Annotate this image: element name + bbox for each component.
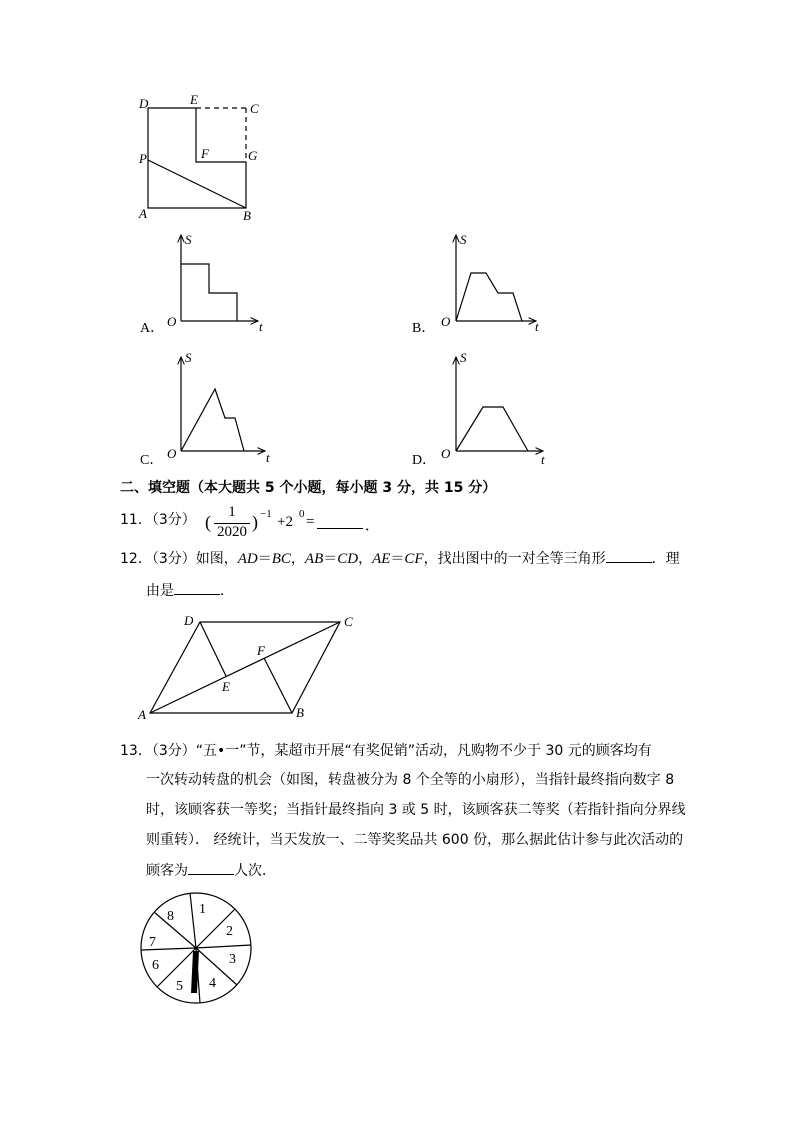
q13-text-line4: 则重转）． 经统计，当天发放一、二等奖奖品共 600 份，那么据此估计参与此次活动的 bbox=[146, 832, 684, 848]
q13-blank[interactable] bbox=[188, 860, 234, 875]
q12-reason: 由是 bbox=[146, 583, 174, 599]
q12-cd: CD bbox=[337, 551, 359, 567]
q11-frac-den: 2020 bbox=[217, 524, 247, 540]
q12-ad: AD bbox=[237, 551, 258, 567]
option-c-s: S bbox=[185, 350, 192, 365]
label-A: A bbox=[139, 206, 147, 221]
option-a-s: S bbox=[185, 232, 192, 247]
option-b-graph bbox=[456, 235, 536, 321]
q11-score: （3分） bbox=[151, 512, 196, 528]
q11-blank[interactable] bbox=[317, 514, 363, 529]
label-G: G bbox=[248, 148, 258, 163]
option-c-graph bbox=[181, 357, 265, 451]
sector-4: 4 bbox=[209, 976, 216, 991]
option-d-graph bbox=[456, 357, 543, 451]
sector-5: 5 bbox=[176, 979, 183, 994]
q13-number: 13． bbox=[120, 743, 152, 759]
option-c-letter: C． bbox=[140, 453, 164, 468]
q12-cf: CF bbox=[404, 551, 424, 567]
label-C: C bbox=[250, 101, 259, 116]
q12-ab: AB bbox=[304, 551, 324, 567]
label-B: B bbox=[243, 208, 251, 223]
label-D: D bbox=[139, 96, 149, 111]
q12-sep-1: ， bbox=[290, 551, 305, 567]
q12-eq-2: ＝ bbox=[323, 551, 338, 567]
sector-1: 1 bbox=[199, 902, 206, 917]
para-label-B: B bbox=[296, 705, 304, 720]
option-d-s: S bbox=[460, 350, 467, 365]
section-title: 二、填空题（本大题共 5 个小题，每小题 3 分，共 15 分） bbox=[120, 480, 497, 496]
label-P: P bbox=[139, 151, 147, 166]
q12-blank-1[interactable] bbox=[606, 548, 652, 563]
question-11 bbox=[120, 506, 196, 534]
para-label-A: A bbox=[138, 707, 146, 722]
option-a-graph bbox=[181, 235, 258, 321]
q12-text-3: ．理 bbox=[651, 551, 680, 567]
square-lines bbox=[148, 108, 246, 208]
q12-ae: AE bbox=[372, 551, 391, 567]
q12-reason-end: ． bbox=[220, 583, 234, 599]
para-label-D: D bbox=[184, 613, 194, 628]
q13-score: （3分） bbox=[151, 743, 196, 759]
para-label-E: E bbox=[222, 679, 230, 694]
option-d-o: O bbox=[441, 446, 451, 461]
q12-score: （3分） bbox=[151, 551, 196, 567]
q13-text-line5b: 人次． bbox=[234, 863, 276, 879]
option-b-s: S bbox=[460, 232, 467, 247]
q12-sep-2: ， bbox=[358, 551, 373, 567]
label-F: F bbox=[201, 146, 209, 161]
option-c-t: t bbox=[266, 450, 270, 465]
q11-exp1: −1 bbox=[260, 508, 272, 520]
option-b-t: t bbox=[535, 319, 539, 334]
option-d-t: t bbox=[541, 452, 545, 467]
q12-bc: BC bbox=[271, 551, 291, 567]
parallelogram-figure bbox=[150, 622, 340, 713]
q13-text-line5a: 顾客为 bbox=[146, 863, 188, 879]
q13-text-line2: 一次转动转盘的机会（如图，转盘被分为 8 个全等的小扇形），当指针最终指向数字 8 bbox=[146, 772, 675, 788]
q12-text-1: 如图， bbox=[195, 551, 238, 567]
sector-7: 7 bbox=[149, 935, 156, 950]
option-c-o: O bbox=[167, 446, 177, 461]
option-a-letter: A． bbox=[140, 321, 165, 336]
q12-number: 12． bbox=[120, 551, 152, 567]
q12-eq-3: ＝ bbox=[390, 551, 405, 567]
q13-text-line1: “五•一”节，某超市开展“有奖促销”活动，凡购物不少于 30 元的顾客均有 bbox=[195, 743, 652, 759]
option-d-letter: D． bbox=[412, 453, 437, 468]
sector-3: 3 bbox=[229, 952, 236, 967]
label-E: E bbox=[190, 92, 198, 107]
sector-6: 6 bbox=[152, 958, 159, 973]
option-b-letter: B． bbox=[412, 321, 436, 336]
q11-end: ． bbox=[365, 518, 381, 534]
q13-text-line3: 时，该顾客获一等奖；当指针最终指向 3 或 5 时，该顾客获二等奖（若指针指向分界线 bbox=[146, 802, 686, 818]
question-12-line1 bbox=[120, 545, 680, 573]
para-label-F: F bbox=[257, 643, 265, 658]
q11-frac-num: 1 bbox=[228, 504, 236, 520]
q12-text-2: ，找出图中的一对全等三角形 bbox=[423, 551, 606, 567]
question-13-line1 bbox=[120, 737, 652, 765]
sector-8: 8 bbox=[167, 909, 174, 924]
q12-eq-1: ＝ bbox=[257, 551, 272, 567]
question-13-line5 bbox=[146, 857, 276, 885]
para-label-C: C bbox=[344, 614, 353, 629]
q11-exp2: 0 bbox=[299, 508, 305, 520]
q11-plus: +2 bbox=[277, 514, 293, 530]
q11-eq: = bbox=[306, 514, 315, 530]
spinner-pointer bbox=[191, 951, 199, 993]
question-12-line2 bbox=[146, 577, 234, 605]
option-a-o: O bbox=[167, 314, 177, 329]
option-b-o: O bbox=[441, 314, 451, 329]
option-a-t: t bbox=[259, 319, 263, 334]
q11-number: 11． bbox=[120, 512, 152, 528]
q12-blank-2[interactable] bbox=[174, 580, 220, 595]
sector-2: 2 bbox=[226, 924, 233, 939]
